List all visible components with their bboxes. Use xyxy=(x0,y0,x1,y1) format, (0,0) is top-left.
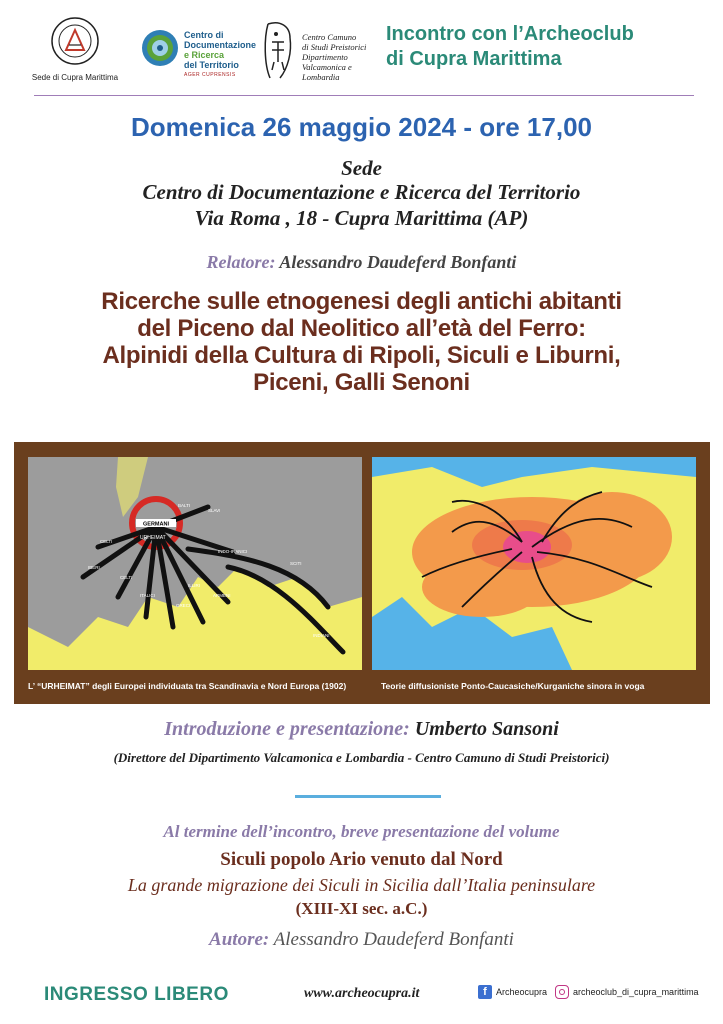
facebook-link[interactable] xyxy=(478,985,547,999)
author-label: Autore: xyxy=(209,929,270,950)
talk-title xyxy=(20,288,703,396)
website-link[interactable]: www.archeocupra.it xyxy=(304,986,420,1001)
speaker-name: Alessandro Daudeferd Bonfanti xyxy=(279,252,517,272)
talk-title-line4: Piceni, Galli Senoni xyxy=(253,369,470,396)
camuno-logo-line2: di Studi Preistorici xyxy=(302,42,367,52)
archeoclub-emblem-icon xyxy=(50,16,100,66)
centro-logo-line4: del Territorio xyxy=(184,60,239,70)
speaker-label: Relatore: xyxy=(206,252,276,272)
label-indo-iranici: INDO-IRANICI xyxy=(218,549,248,554)
book-title: Siculi popolo Ario venuto dal Nord xyxy=(220,849,503,870)
introduction xyxy=(0,718,723,741)
spiral-emblem-icon xyxy=(140,28,180,68)
label-illiri: ILLIRI xyxy=(188,583,201,588)
label-germani: GERMANI xyxy=(143,521,169,528)
label-slavi: SLAVI xyxy=(208,508,221,513)
centro-camuno-logo xyxy=(262,18,372,84)
archeoclub-logo-subtitle: Sede di Cupra Marittima xyxy=(31,73,119,82)
urheimat-map xyxy=(28,457,362,670)
talk-title-line1: Ricerche sulle etnogenesi degli antichi abitanti xyxy=(101,288,622,315)
camuno-logo-line5: Lombardia xyxy=(302,72,340,82)
camuno-logo-line3: Dipartimento xyxy=(302,52,348,62)
section-divider xyxy=(295,795,441,798)
camuno-logo-line1: Centro Camuno xyxy=(302,32,357,42)
event-date: Domenica 26 maggio 2024 - ore 17,00 xyxy=(131,112,592,142)
instagram-handle: archeoclub_di_cupra_marittima xyxy=(573,987,699,997)
centro-documentazione-logo xyxy=(140,26,257,78)
free-entry: INGRESSO LIBERO xyxy=(44,984,229,1005)
label-indiani: INDIANI xyxy=(313,633,330,638)
header-title-line2: di Cupra Marittima xyxy=(386,48,562,70)
label-urheimat: URHEIMAT xyxy=(140,535,166,541)
sede-label: Sede xyxy=(341,156,382,180)
book-intro: Al termine dell’incontro, breve presentazione del volume xyxy=(163,822,560,841)
label-greci: GRECI xyxy=(176,603,191,608)
urheimat-map-caption: L’ “URHEIMAT” degli Europei individuata tra Scandinavia e Nord Europa (1902) xyxy=(28,681,347,691)
book-period: (XIII-XI sec. a.C.) xyxy=(295,899,428,918)
intro-role: (Direttore del Dipartimento Valcamonica e Lombardia - Centro Camuno di Studi Preistorici) xyxy=(113,750,610,765)
facebook-handle: Archeocupra xyxy=(496,987,548,997)
intro-name: Umberto Sansoni xyxy=(414,718,559,740)
book-author xyxy=(0,929,723,951)
centro-logo-line3: e Ricerca xyxy=(184,50,225,60)
centro-logo-line2: Documentazione xyxy=(184,40,257,50)
instagram-icon xyxy=(555,985,569,999)
speaker xyxy=(0,252,723,273)
facebook-icon: f xyxy=(478,985,492,999)
venue-name: Centro di Documentazione e Ricerca del Territorio xyxy=(142,180,581,204)
camuno-logo-line4: Valcamonica e xyxy=(302,62,352,72)
kurgan-map-caption: Teorie diffusioniste Ponto-Caucasiche/Kurganiche sinora in voga xyxy=(381,681,645,691)
header-title xyxy=(386,22,716,72)
kurgan-map xyxy=(372,457,696,670)
label-celti: CELTI xyxy=(100,539,113,544)
header-title-line1: Incontro con l’Archeoclub xyxy=(386,23,634,45)
label-armeni: ARMENI xyxy=(213,593,231,598)
label-iberi: IBERI xyxy=(88,565,100,570)
label-sciti: SCITI xyxy=(290,561,302,566)
label-balti: BALTI xyxy=(178,503,191,508)
centro-logo-line1: Centro di xyxy=(184,30,224,40)
intro-label: Introduzione e presentazione: xyxy=(164,718,410,740)
venue-address: Via Roma , 18 - Cupra Marittima (AP) xyxy=(194,206,529,230)
talk-title-line2: del Piceno dal Neolitico all’età del Ferro: xyxy=(137,315,586,342)
label-celti-2: CELTI xyxy=(120,575,133,580)
header-divider xyxy=(34,95,694,96)
centro-logo-small: AGER CUPRENSIS xyxy=(184,72,236,78)
author-name: Alessandro Daudeferd Bonfanti xyxy=(273,929,514,950)
book-subtitle: La grande migrazione dei Siculi in Sicilia dall’Italia peninsulare xyxy=(127,875,596,895)
camuno-rock-art-icon xyxy=(262,18,296,84)
talk-title-line3: Alpinidi della Cultura di Ripoli, Siculi e Liburni, xyxy=(102,342,621,369)
archeoclub-logo xyxy=(30,16,120,82)
label-italici: ITALICI xyxy=(140,593,155,598)
instagram-link[interactable] xyxy=(555,985,699,999)
